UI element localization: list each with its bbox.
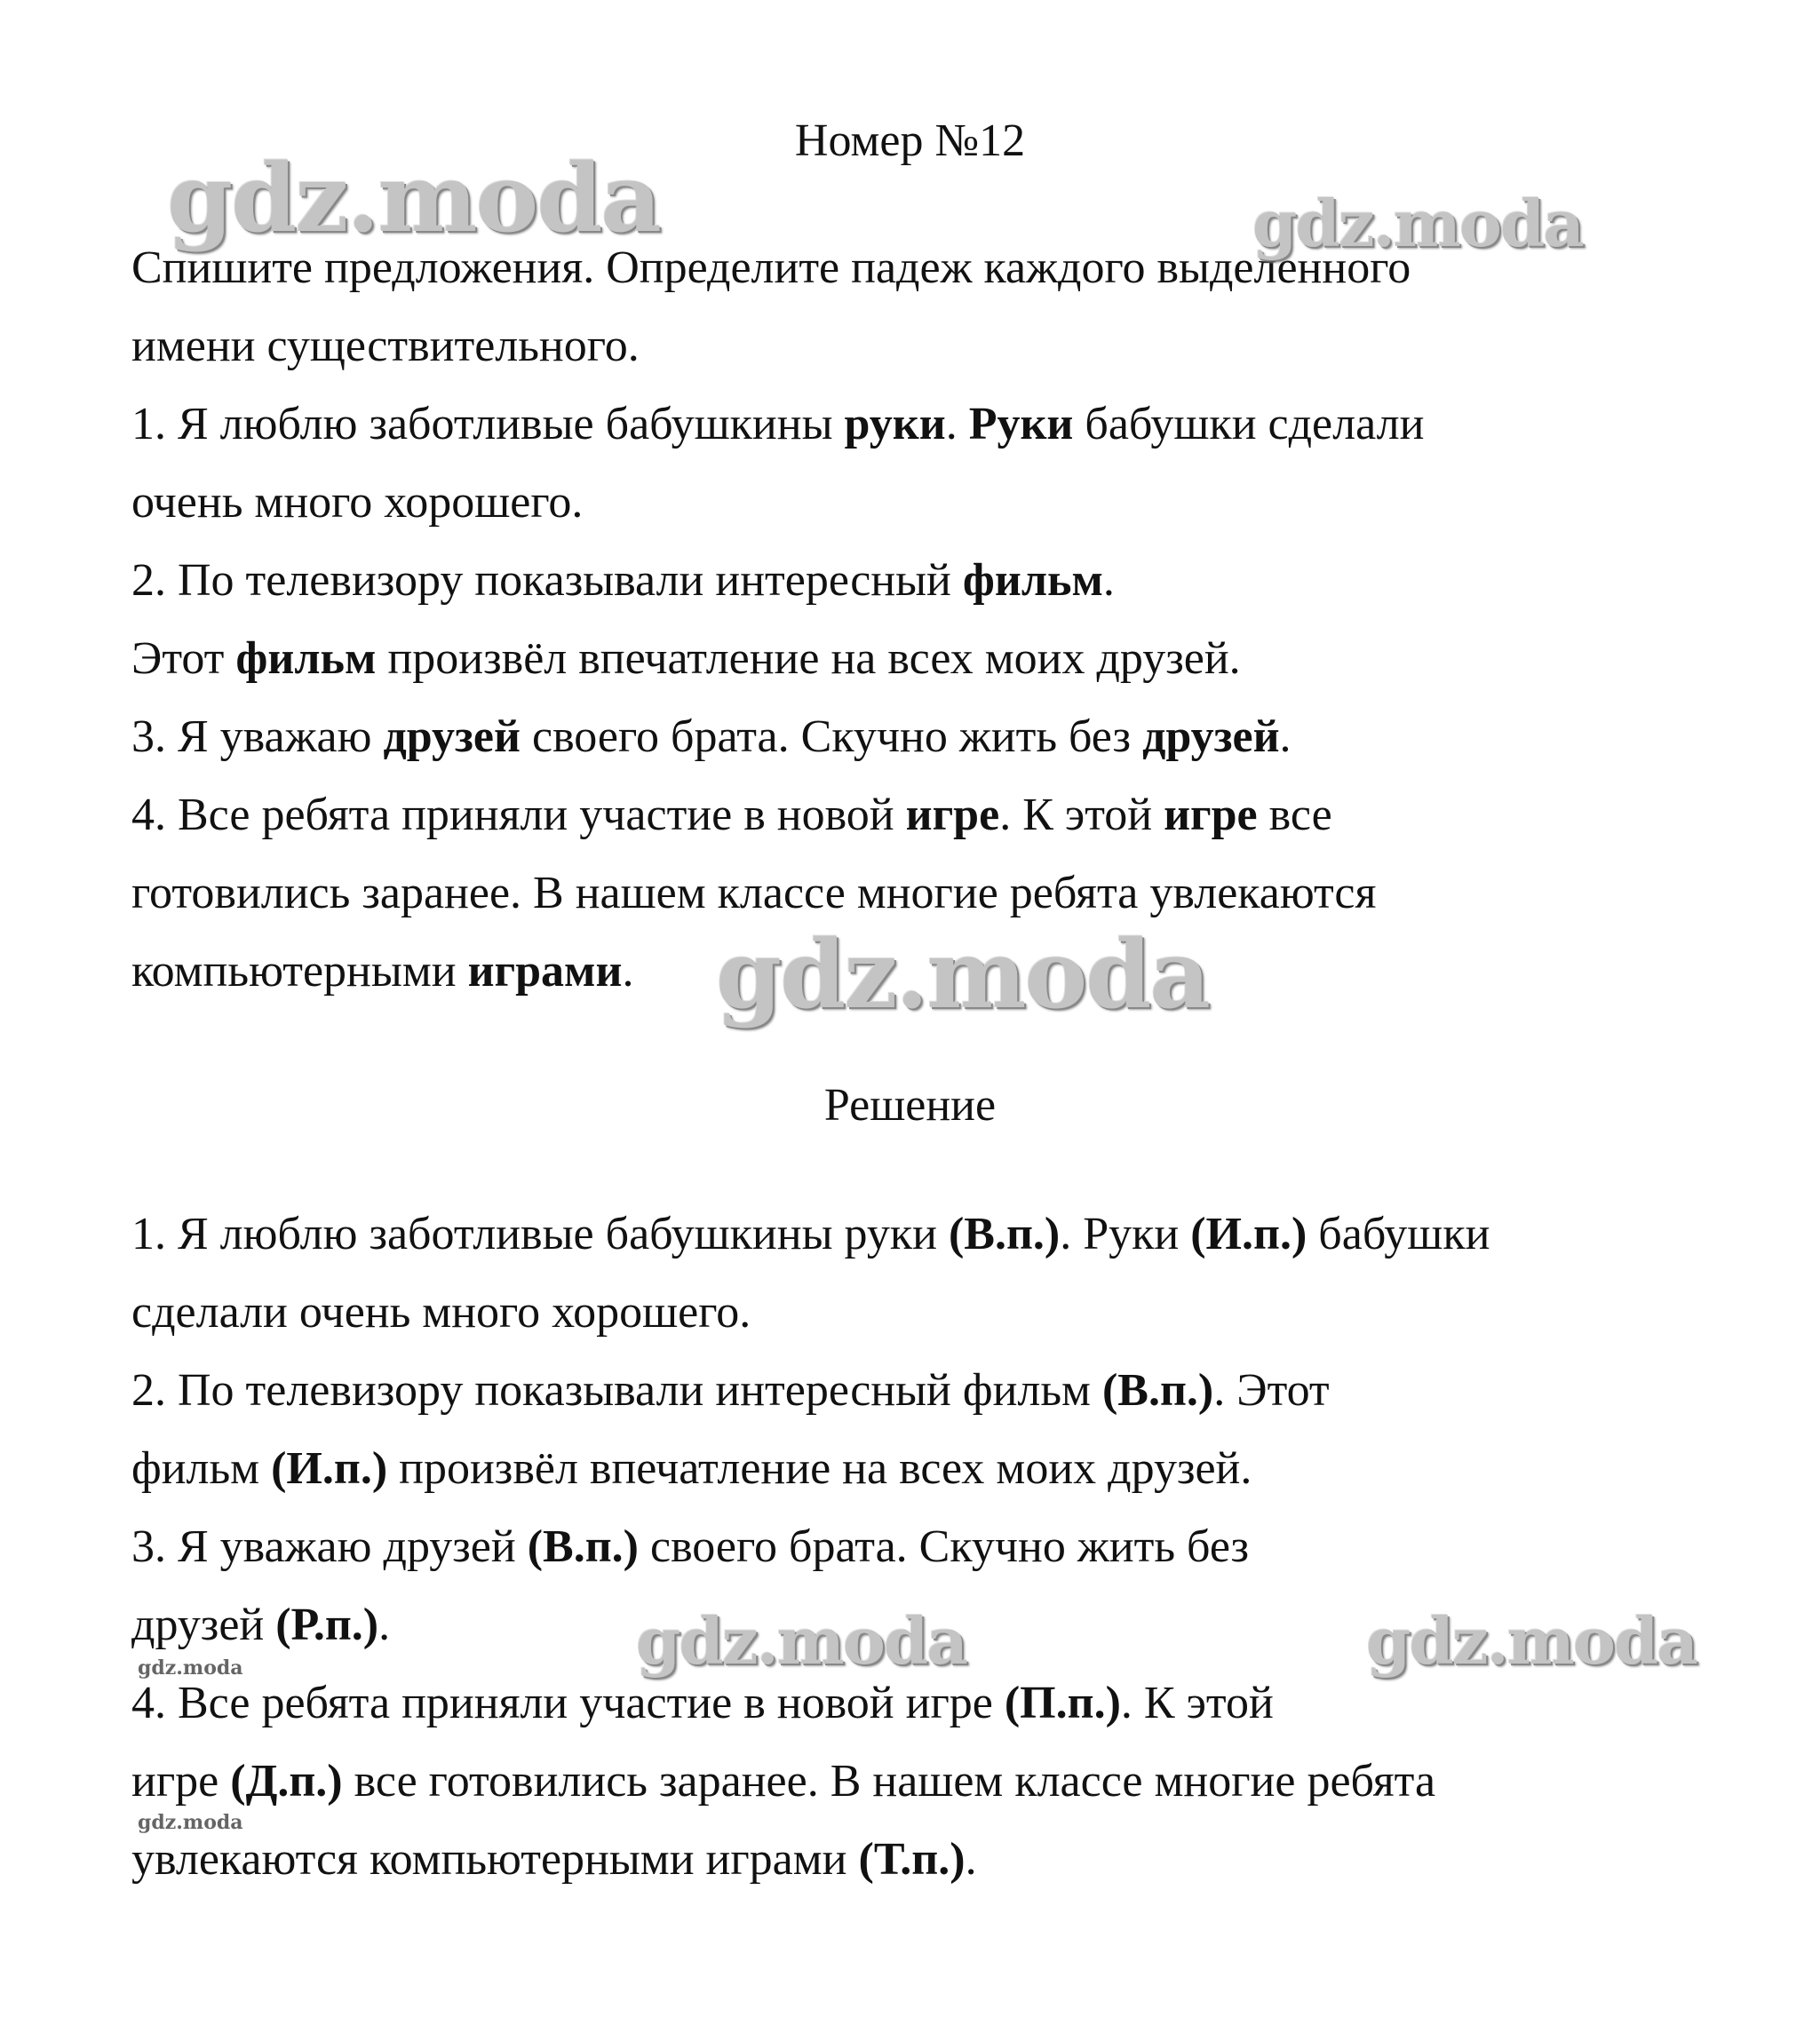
task-instruction-line-2: имени существительного.: [131, 321, 640, 371]
text-fragment: все: [1257, 790, 1332, 840]
text-fragment: бабушки: [1307, 1209, 1490, 1259]
task-sentence-3: [131, 698, 1730, 776]
case-label: (Т.п.): [858, 1834, 966, 1885]
text-fragment: 4. Все ребята приняли участие в новой игре: [131, 1678, 1005, 1728]
text-fragment: игре: [131, 1756, 231, 1807]
text-fragment: своего брата. Скучно жить без: [639, 1521, 1250, 1572]
case-label: (В.п.): [1101, 1365, 1214, 1416]
text-fragment: . К этой: [999, 790, 1164, 840]
case-label: (В.п.): [527, 1521, 639, 1572]
text-fragment: бабушки сделали: [1073, 399, 1425, 449]
text-fragment: .: [622, 946, 634, 997]
text-fragment: 1. Я люблю заботливые бабушкины руки: [131, 1209, 949, 1259]
highlighted-noun: друзей: [383, 711, 521, 762]
text-fragment: 3. Я уважаю: [131, 711, 384, 762]
task-sentence-4-cont: готовились заранее. В нашем классе многие ребята увлекаются: [131, 868, 1377, 918]
text-fragment: произвёл впечатление на всех моих друзей.: [387, 1443, 1252, 1494]
task-sentence-4: [131, 776, 1730, 854]
solution-sentence-3: [131, 1508, 1730, 1586]
text-fragment: . Руки: [1060, 1209, 1191, 1259]
watermark-small: gdz.moda: [138, 1811, 243, 1834]
text-fragment: увлекаются компьютерными играми: [131, 1834, 859, 1885]
text-fragment: Этот: [131, 633, 236, 684]
watermark-logo: gdz.moda: [636, 1603, 966, 1679]
case-label: (Р.п.): [275, 1600, 379, 1650]
task-instruction-line-1: Спишите предложения. Определите падеж каждого выделенного: [131, 242, 1411, 293]
case-label: (И.п.): [1190, 1209, 1307, 1259]
text-fragment: 2. По телевизору показывали интересный: [131, 555, 963, 606]
watermark-logo: gdz.moda: [1366, 1603, 1697, 1679]
text-fragment: . К этой: [1120, 1678, 1274, 1728]
solution-sentence-1: [131, 1195, 1730, 1274]
task-sentence-1: [131, 385, 1730, 464]
task-sentence-2-cont: [131, 620, 1730, 698]
text-fragment: . Этот: [1213, 1365, 1330, 1416]
text-fragment: 1. Я люблю заботливые бабушкины: [131, 399, 845, 449]
text-fragment: своего брата. Скучно жить без: [520, 711, 1143, 762]
task-block: [131, 229, 1730, 1011]
watermark-logo: gdz.moda: [716, 918, 1209, 1029]
watermark-logo: gdz.moda: [1252, 186, 1583, 261]
page-title: Номер №12: [794, 115, 1026, 166]
text-fragment: друзей: [131, 1600, 276, 1650]
solution-block: [131, 1195, 1730, 1899]
text-fragment: .: [945, 399, 969, 449]
solution-sentence-1-cont: сделали очень много хорошего.: [131, 1287, 751, 1338]
highlighted-noun: руки: [844, 399, 946, 449]
text-fragment: все готовились заранее. В нашем классе многие ребята: [342, 1756, 1436, 1807]
task-sentence-1-cont: очень много хорошего.: [131, 477, 584, 528]
solution-title: Решение: [823, 1080, 997, 1131]
case-label: (Д.п.): [230, 1756, 343, 1807]
solution-sentence-2: [131, 1352, 1730, 1430]
text-fragment: .: [965, 1834, 977, 1885]
highlighted-noun: играми: [467, 946, 623, 997]
highlighted-noun: фильм: [962, 555, 1103, 606]
case-label: (И.п.): [271, 1443, 388, 1494]
text-fragment: 4. Все ребята приняли участие в новой: [131, 790, 906, 840]
highlighted-noun: друзей: [1142, 711, 1280, 762]
solution-sentence-4-end: [131, 1821, 1730, 1899]
task-sentence-2: [131, 542, 1730, 620]
text-fragment: компьютерными: [131, 946, 468, 997]
highlighted-noun: игре: [1164, 790, 1258, 840]
text-fragment: .: [378, 1600, 391, 1650]
highlighted-noun: фильм: [235, 633, 377, 684]
highlighted-noun: игре: [905, 790, 1000, 840]
text-fragment: .: [1279, 711, 1291, 762]
case-label: (П.п.): [1004, 1678, 1121, 1728]
case-label: (В.п.): [948, 1209, 1061, 1259]
text-fragment: .: [1102, 555, 1115, 606]
solution-sentence-2-cont: [131, 1430, 1730, 1508]
text-fragment: произвёл впечатление на всех моих друзей.: [376, 633, 1241, 684]
text-fragment: 2. По телевизору показывали интересный фильм: [131, 1365, 1102, 1416]
text-fragment: фильм: [131, 1443, 272, 1494]
highlighted-noun: Руки: [968, 399, 1074, 449]
watermark-logo: gdz.moda: [167, 142, 660, 253]
text-fragment: 3. Я уважаю друзей: [131, 1521, 528, 1572]
solution-sentence-4-cont: [131, 1743, 1730, 1821]
watermark-small: gdz.moda: [138, 1656, 243, 1680]
